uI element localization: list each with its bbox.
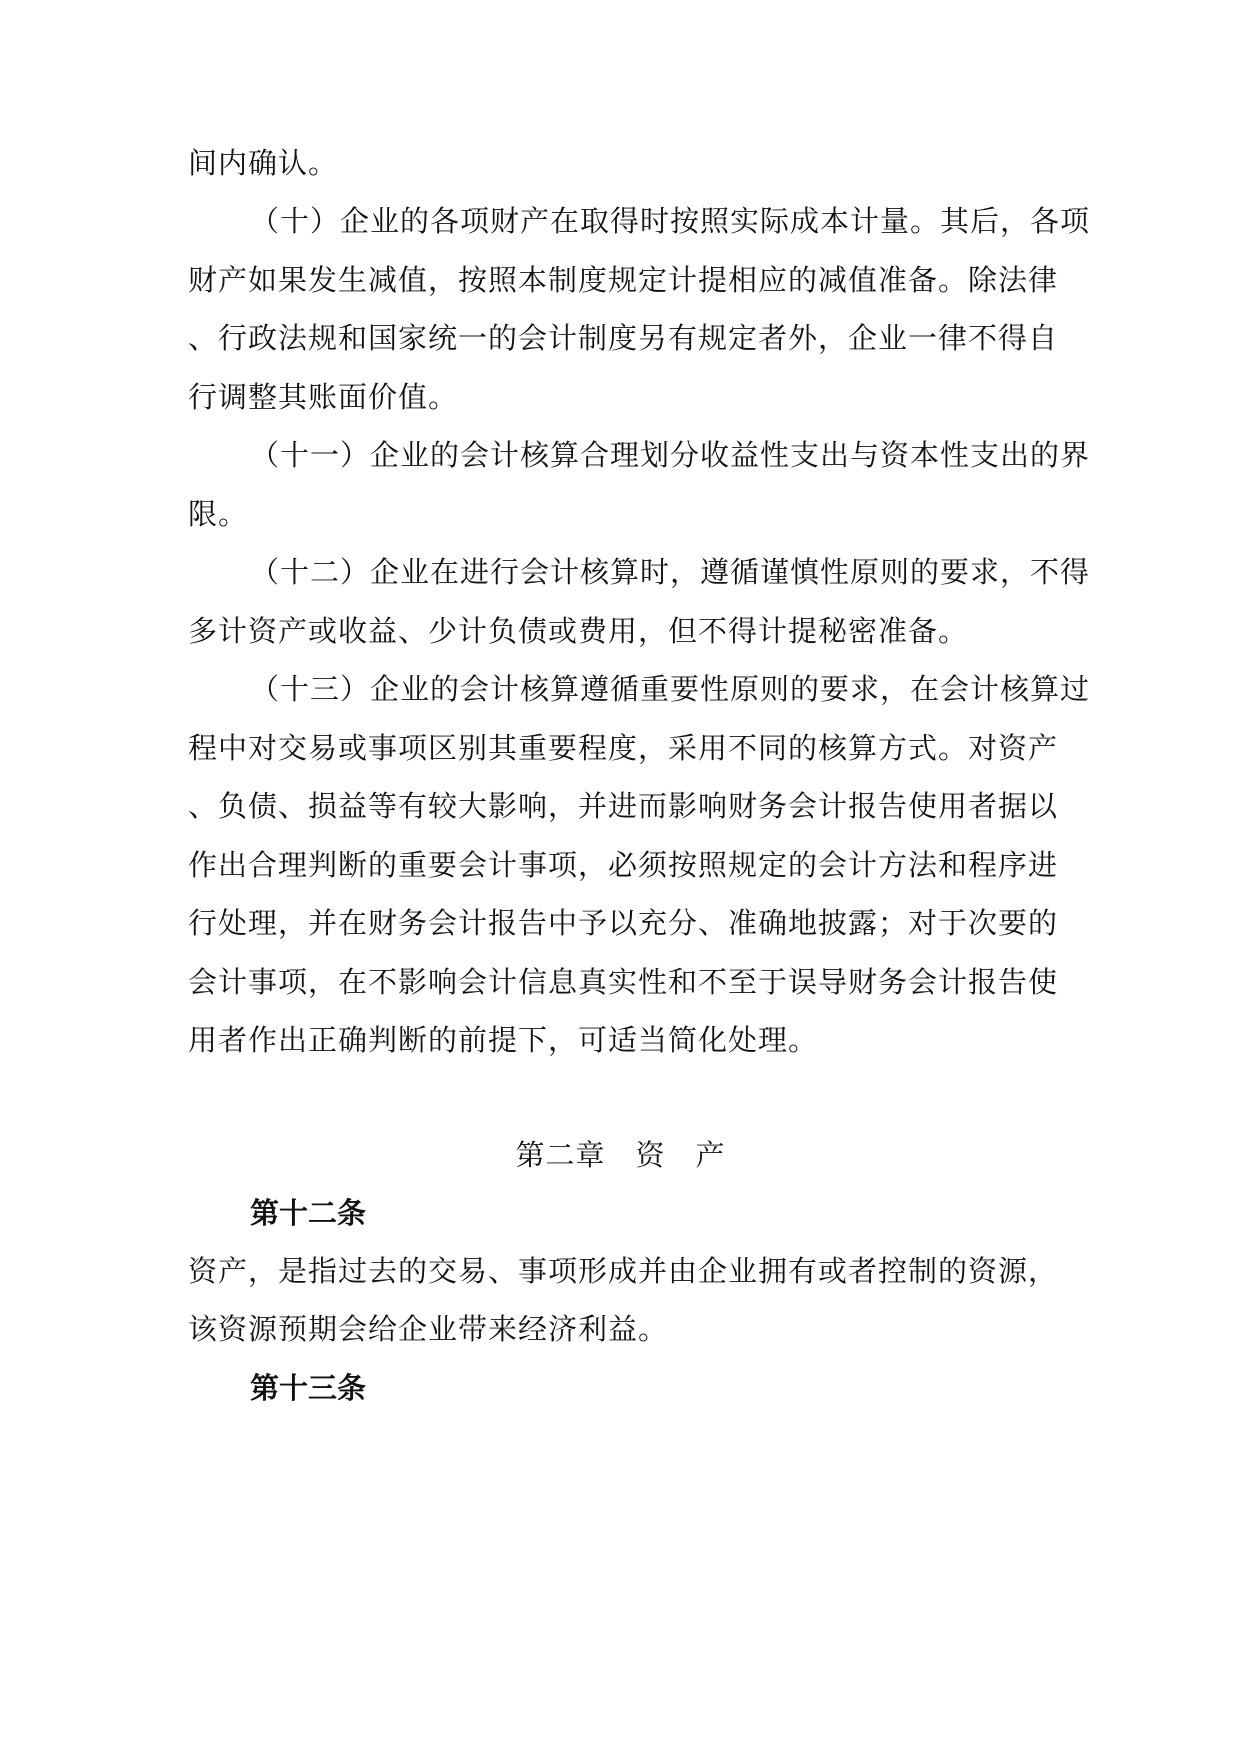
chapter-title: 第二章 资 产 xyxy=(515,1138,726,1172)
article-heading: 第十三条 xyxy=(250,1371,367,1405)
text-line: 、行政法规和国家统一的会计制度另有规定者外，企业一律不得自 xyxy=(188,321,1059,355)
text-line: 作出合理判断的重要会计事项，必须按照规定的会计方法和程序进 xyxy=(188,848,1059,882)
text-line: 资产，是指过去的交易、事项形成并由企业拥有或者控制的资源， xyxy=(188,1254,1059,1288)
text-line: 用者作出正确判断的前提下，可适当简化处理。 xyxy=(188,1023,819,1057)
text-line: 该资源预期会给企业带来经济利益。 xyxy=(188,1312,669,1346)
text-line: 行调整其账面价值。 xyxy=(188,380,459,414)
text-line: （十三）企业的会计核算遵循重要性原则的要求，在会计核算过 xyxy=(250,672,1091,706)
text-line: 多计资产或收益、少计负债或费用，但不得计提秘密准备。 xyxy=(188,614,969,648)
text-line: 限。 xyxy=(188,497,249,531)
text-line: 程中对交易或事项区别其重要程度，采用不同的核算方式。对资产 xyxy=(188,731,1059,765)
article-heading: 第十二条 xyxy=(250,1196,367,1230)
text-line: 行处理，并在财务会计报告中予以充分、准确地披露；对于次要的 xyxy=(188,906,1059,940)
text-line: 、负债、损益等有较大影响，并进而影响财务会计报告使用者据以 xyxy=(188,789,1059,823)
text-line: 财产如果发生减值，按照本制度规定计提相应的减值准备。除法律 xyxy=(188,263,1059,297)
text-line: （十）企业的各项财产在取得时按照实际成本计量。其后，各项 xyxy=(250,204,1091,238)
text-line: （十二）企业在进行会计核算时，遵循谨慎性原则的要求，不得 xyxy=(250,555,1091,589)
text-line: （十一）企业的会计核算合理划分收益性支出与资本性支出的界 xyxy=(250,438,1091,472)
text-line: 会计事项，在不影响会计信息真实性和不至于误导财务会计报告使 xyxy=(188,965,1059,999)
text-line: 间内确认。 xyxy=(188,146,339,180)
